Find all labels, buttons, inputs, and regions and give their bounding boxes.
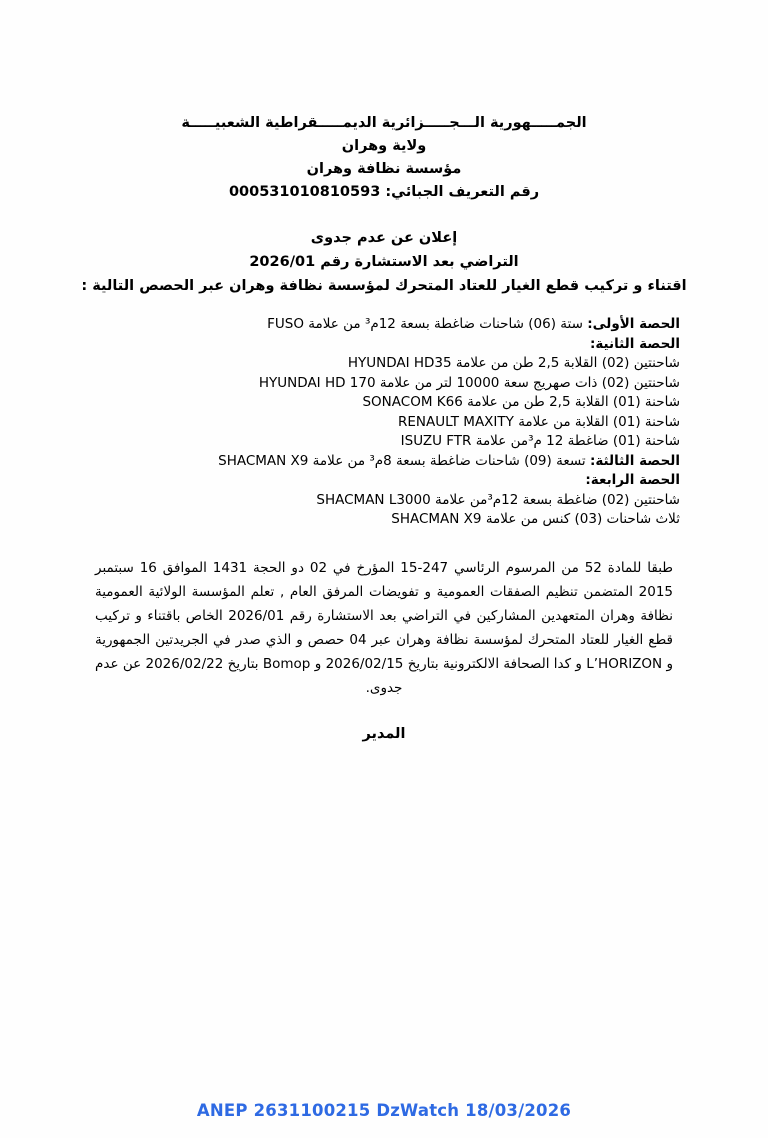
header-tax-id-line: رقم التعريف الجبائي: 000531010810593	[228, 184, 540, 200]
lot-description: ستة (06) شاحنات ضاغطة بسعة 12م³ من علامة FUSO	[267, 316, 588, 332]
lot-description: تسعة (09) شاحنات ضاغطة بسعة 8م³ من علامة SHACMAN X9	[218, 452, 590, 469]
lot-heading-label: الحصة الرابعة:	[585, 472, 680, 488]
lot-item: شاحنة (01) القلابة من علامة RENAULT MAXITY	[397, 413, 680, 430]
lot-item: شاحنة (01) ضاغطة 12 م³من علامة ISUZU FTR	[400, 433, 680, 449]
document-header	[0, 112, 768, 204]
lot-item: شاحنتين (02) ضاغطة بسعة 12م³من علامة SHACMAN L3000	[316, 491, 680, 508]
lots-list	[0, 315, 768, 530]
lot-heading-4	[88, 471, 680, 491]
consultation-reference-title: التراضي بعد الاستشارة رقم 2026/01	[249, 254, 519, 270]
header-republic-line: الجمـــــهورية الـــجـــــزائرية الديمـــــقراطية الشعبيـــــة	[181, 115, 587, 131]
lot-heading-1	[88, 315, 680, 335]
lot-heading-label: الحصة الثالثة:	[589, 452, 680, 469]
announcement-body-paragraph: طبقا للمادة 52 من المرسوم الرئاسي 247-15 المؤرخ في 02 دو الحجة 1431 الموافق 16 سبتمبر 2015 المتضمن تنظيم الصفقات العمومية و تفويضات المرفق العام , تعلم المؤسسة الولائية العمومية نظافة وهران المتعهدين المشاركين في التراضي بعد الاستشارة رقم 2026/01 الخاص باقتناء و تركيب قطع الغيار للعتاد المتحرك لمؤسسة نظافة وهران عبر 04 حصص و الذي صدر في الجريدتين الجمهورية و L’HORIZON و كدا الصحافة الالكترونية بتاريخ 2026/02/15 و Bomop بتاريخ 2026/02/22 عن عدم جدوى.	[95, 559, 674, 696]
lot-item: ثلاث شاحنات (03) كنس من علامة SHACMAN X9	[391, 511, 680, 527]
header-organization-line: مؤسسة نظافة وهران	[306, 161, 462, 177]
lot-heading-2	[88, 335, 680, 355]
anep-reference-text: ANEP 2631100215 DzWatch 18/03/2026	[196, 1101, 572, 1120]
lot-item: شاحنتين (02) ذات صهريج سعة 10000 لتر من علامة HYUNDAI HD 170	[258, 374, 680, 391]
lot-item: شاحنتين (02) القلابة 2,5 طن من علامة HYUNDAI HD35	[347, 355, 680, 371]
lot-heading-3	[88, 452, 680, 472]
signature-director-label: المدير	[362, 725, 406, 742]
lot-item: شاحنة (01) القلابة 2,5 طن من علامة SONACOM K66	[362, 394, 680, 410]
announcement-type-title: إعلان عن عدم جدوى	[310, 230, 458, 246]
lot-heading-label: الحصة الأولى:	[587, 316, 680, 332]
header-wilaya-line: ولاية وهران	[341, 138, 427, 154]
lot-heading-label: الحصة الثانية:	[589, 335, 680, 352]
announcement-title-block	[0, 226, 768, 298]
announcement-subject-title: اقتناء و تركيب قطع الغيار للعتاد المتحرك لمؤسسة نظافة وهران عبر الحصص التالية :	[81, 278, 687, 294]
document-footer	[0, 1101, 768, 1120]
